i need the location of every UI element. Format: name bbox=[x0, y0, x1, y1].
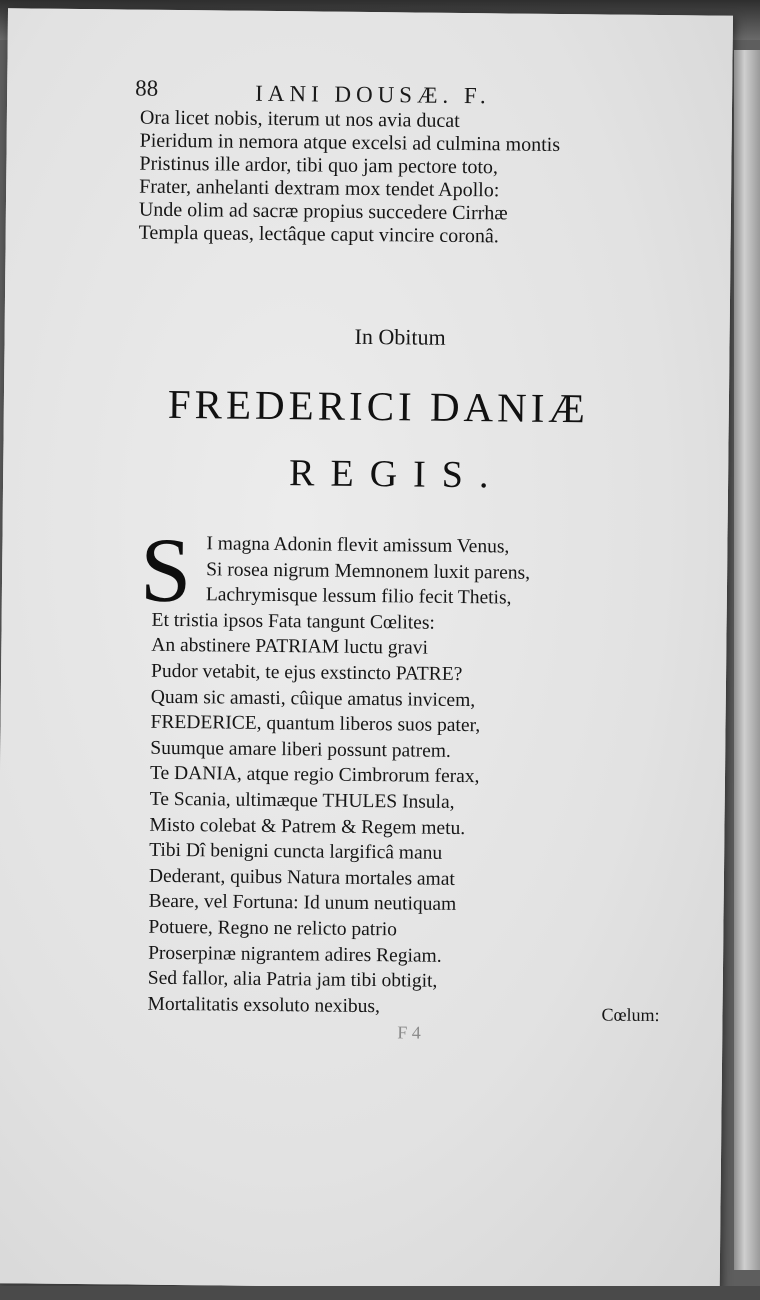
poem-line: Suumque amare liberi possunt patrem. bbox=[150, 737, 451, 762]
poem-line: Quam sic amasti, cûique amatus invicem, bbox=[150, 686, 476, 711]
poem-body bbox=[147, 531, 572, 1022]
running-head: IANI DOUSÆ. F. bbox=[255, 80, 491, 109]
poem-line: Lachrymisque lessum filio fecit Thetis, bbox=[205, 584, 512, 609]
poem-line: Et tristia ipsos Fata tangunt Cœlites: bbox=[151, 609, 435, 634]
poem-line: An abstinere PATRIAM luctu gravi bbox=[151, 635, 429, 660]
poem-line: Dederant, quibus Natura mortales amat bbox=[148, 865, 455, 890]
poem-title: FREDERICI DANIÆ bbox=[167, 380, 590, 432]
poem-line: Potuere, Regno ne relicto patrio bbox=[148, 916, 398, 941]
poem-line: Pudor vetabit, te ejus exstincto PATRE? bbox=[150, 660, 463, 685]
poem-line: FREDERICE, quantum liberos suos pater, bbox=[150, 711, 481, 737]
stanza-line: Ora licet nobis, iterum ut nos avia ducat bbox=[139, 106, 460, 132]
poem-title-second-line: REGIS. bbox=[288, 452, 505, 497]
signature-mark: F 4 bbox=[397, 1022, 421, 1043]
stanza-line: Frater, anhelanti dextram mox tendet Apollo: bbox=[139, 175, 500, 202]
catchword: Cœlum: bbox=[601, 1004, 660, 1026]
poem-line: Misto colebat & Patrem & Regem metu. bbox=[149, 814, 466, 839]
next-page-edge bbox=[734, 50, 760, 1270]
poem-line: Si rosea nigrum Memnonem luxit parens, bbox=[206, 558, 531, 584]
page-number: 88 bbox=[135, 75, 159, 101]
drop-cap: S bbox=[139, 518, 192, 622]
poem-line: Te Scania, ultimæque THULES Insula, bbox=[149, 788, 455, 813]
poem-subtitle: In Obitum bbox=[354, 323, 446, 350]
poem-line: Proserpinæ nigrantem adires Regiam. bbox=[148, 942, 442, 967]
stanza-line: Pieridum in nemora atque excelsi ad culmina montis bbox=[139, 129, 561, 156]
poem-line: Te DANIA, atque regio Cimbrorum ferax, bbox=[149, 763, 480, 788]
stanza-line: Unde olim ad sacræ propius succedere Cirrhæ bbox=[138, 198, 508, 225]
poem-line: Tibi Dî benigni cuncta largificâ manu bbox=[149, 839, 443, 864]
poem-line: Mortalitatis exsoluto nexibus, bbox=[147, 993, 381, 1017]
poem-line: Beare, vel Fortuna: Id unum neutiquam bbox=[148, 891, 457, 916]
stanza-line: Pristinus ille ardor, tibi quo jam pectore toto, bbox=[139, 152, 499, 179]
poem-line: Sed fallor, alia Patria jam tibi obtigit, bbox=[147, 967, 438, 992]
background-bottom bbox=[0, 1286, 760, 1300]
stanza-line: Templa queas, lectâque caput vincire coronâ. bbox=[138, 221, 499, 248]
poem-line: I magna Adonin flevit amissum Venus, bbox=[206, 533, 510, 558]
book-page bbox=[0, 8, 733, 1291]
closing-stanza bbox=[139, 107, 620, 250]
